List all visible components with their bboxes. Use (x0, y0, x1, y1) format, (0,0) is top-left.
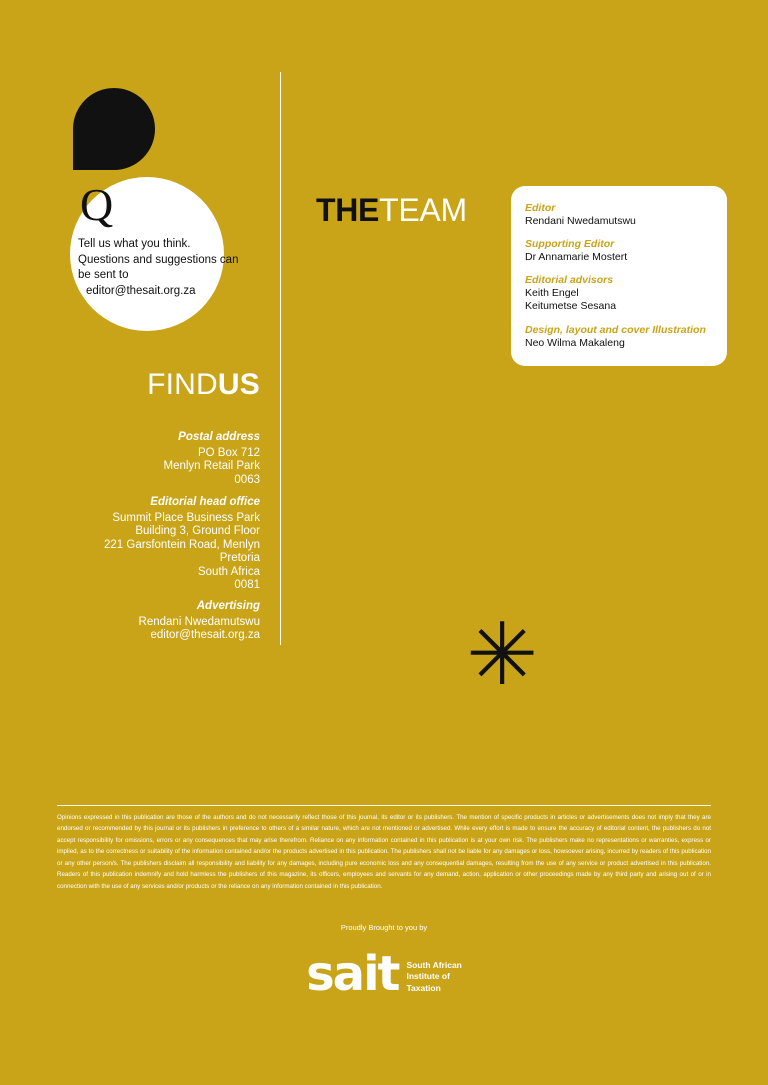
editor-email-link[interactable]: editor@thesait.org.za (86, 284, 196, 297)
sait-logo (0, 946, 768, 1002)
address-line: South Africa (197, 565, 260, 578)
address-heading: Editorial head office (150, 496, 260, 508)
asterisk-icon: ✳ (466, 605, 539, 705)
brought-to-you-by-label: Proudly Brought to you by (340, 923, 428, 932)
vertical-divider (280, 72, 281, 645)
the-team-heading-bold: THE (316, 192, 380, 228)
team-group-editor (525, 202, 713, 228)
team-card (511, 186, 727, 366)
team-member-name: Rendani Nwedamutswu (525, 215, 636, 227)
find-us-heading-light: FIND (147, 368, 218, 401)
team-member-name: Neo Wilma Makaleng (525, 336, 625, 349)
address-line: 221 Garsfontein Road, Menlyn (104, 538, 260, 551)
address-line: Summit Place Business Park (112, 511, 260, 524)
sait-logo-wordmark: sait (306, 946, 399, 1002)
team-role: Design, layout and cover Illustration (525, 323, 706, 336)
address-line: Building 3, Ground Floor (135, 525, 260, 538)
address-line: 0081 (234, 579, 260, 592)
speech-bubble-icon (73, 88, 155, 170)
team-group-editorial-advisors (525, 274, 713, 313)
team-member-name: Dr Annamarie Mostert (525, 251, 628, 264)
address-line: Menlyn Retail Park (163, 460, 260, 473)
address-line: Pretoria (219, 552, 260, 565)
address-line: 0063 (234, 473, 260, 486)
address-line: PO Box 712 (197, 446, 260, 459)
the-team-heading-light: TEAM (379, 192, 467, 228)
team-member-name: Keitumetse Sesana (525, 300, 617, 313)
sait-logo-subtitle-line: South African (406, 959, 462, 970)
question-letter: Q (80, 179, 114, 230)
sait-logo-subtitle (406, 954, 461, 994)
address-block-advertising (139, 600, 260, 643)
address-block-editorial-office (104, 496, 260, 593)
disclaimer-divider (57, 805, 711, 806)
team-role: Editorial advisors (525, 274, 614, 287)
address-line: Rendani Nwedamutswu (138, 615, 260, 628)
question-text (78, 237, 243, 299)
question-text-body: Tell us what you think. Questions and suggestions can be sent to (78, 238, 239, 282)
team-role: Supporting Editor (525, 238, 615, 251)
sait-logo-subtitle-line: Taxation (406, 982, 441, 993)
the-team-heading (316, 192, 467, 229)
find-us-heading-bold: US (217, 368, 260, 401)
team-group-supporting-editor (525, 238, 713, 264)
team-member-name: Keith Engel (525, 287, 579, 300)
sait-logo-subtitle-line: Institute of (406, 971, 450, 982)
address-heading: Advertising (196, 600, 260, 612)
advertising-email-link[interactable]: editor@thesait.org.za (150, 629, 260, 642)
address-block-postal (163, 431, 260, 487)
team-role: Editor (525, 202, 556, 214)
address-heading: Postal address (178, 431, 260, 443)
disclaimer-text: Opinions expressed in this publication are those of the authors and do not necessarily reflect those of this journal, its editor or its publishers. The mention of specific products in articles or advertisements does not imply that they are endorsed or recommended by this journal or its publishers in preference to others of a similar nature, which are not mentioned or advertised. While every effort is made to ensure the accuracy of editorial content, the publishers do not accept responsibility for omissions, errors or any consequences that may arise therefrom. Reliance on any information contained in this publication is at your own risk. The publishers make no representations or warranties, express or implied, as to the correctness or suitability of the information contained and/or the products advertised in this publication. The publishers shall not be liable for any damages or loss, howsoever arising, incurred by readers of this publication or any other person/s. The publishers disclaim all responsibility and liability for any damages, including pure economic loss and any consequential damages, resulting from the use of any service or product advertised in this publication. Readers of this publication indemnify and hold harmless the publishers of this magazine, its officers, employees and servants for any demand, action, application or other proceedings made by any third party and arising out of or in connection with the use of any services and/or products or the reliance on any information contained in this publication. (57, 814, 711, 890)
team-group-design (525, 324, 713, 350)
find-us-heading (147, 368, 260, 402)
